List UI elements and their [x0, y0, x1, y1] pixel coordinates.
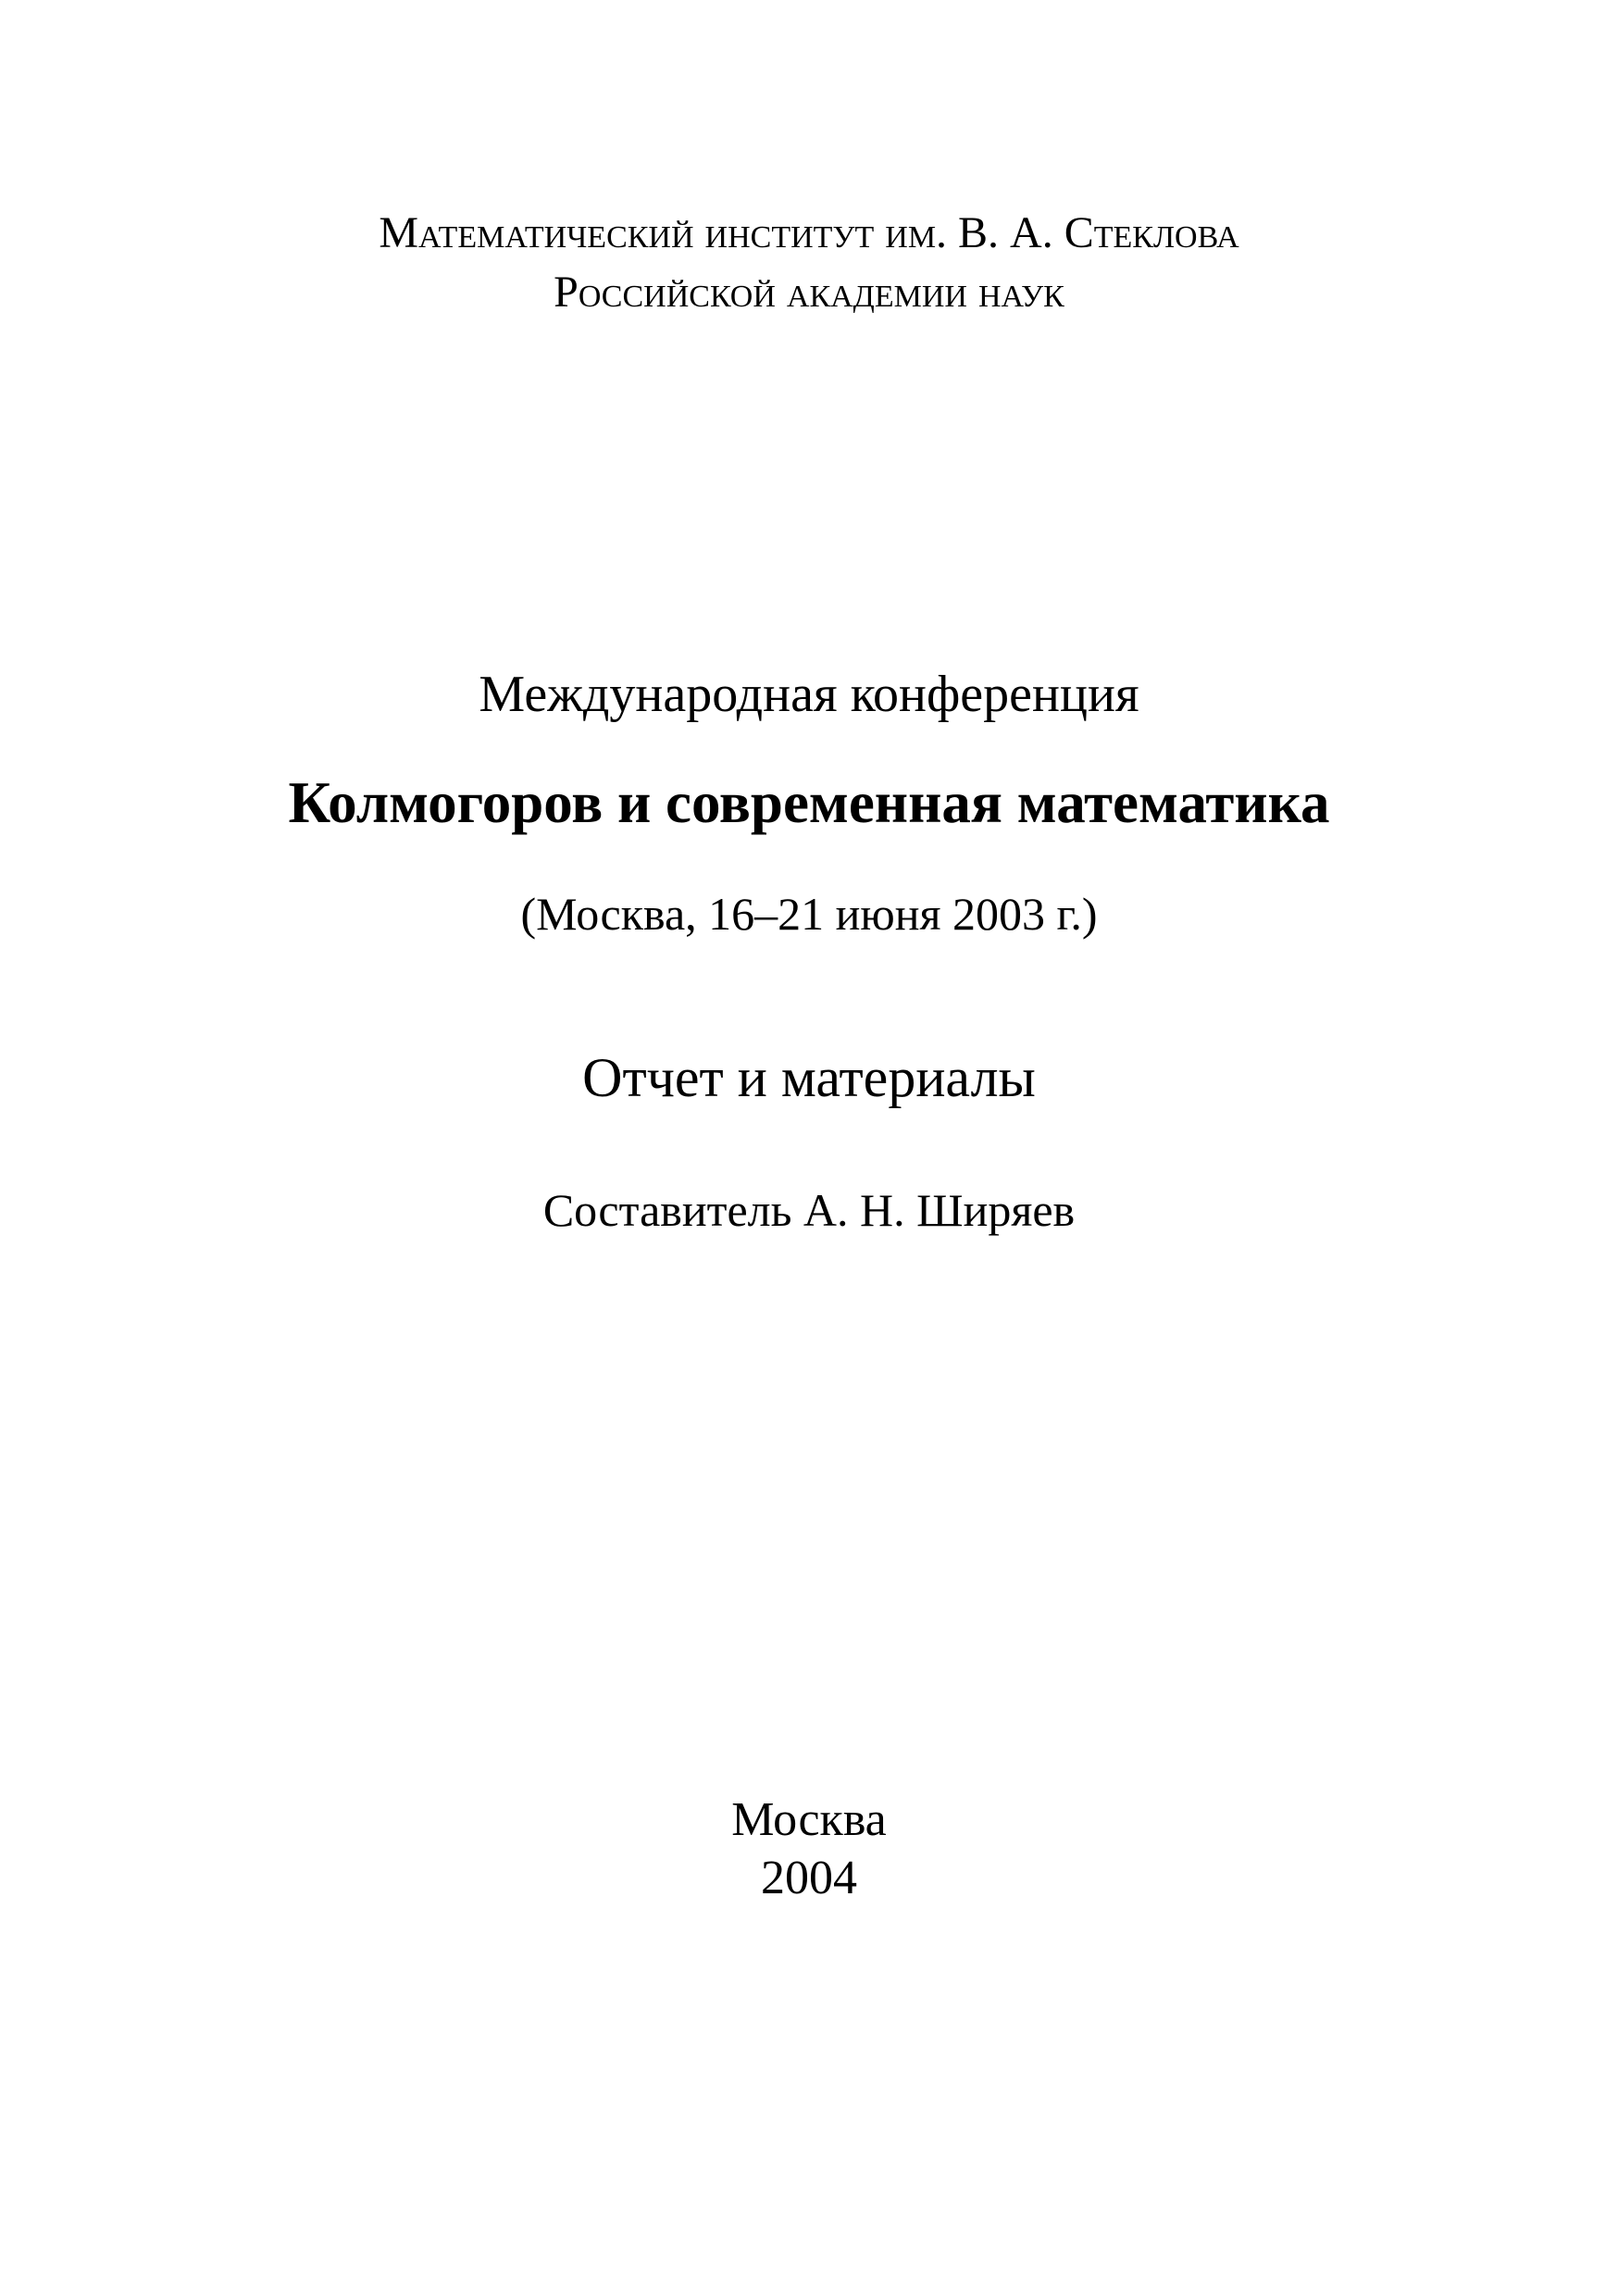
- compiler-credit: Составитель А. Н. Ширяев: [542, 1184, 1076, 1236]
- conference-type: Международная конференция: [479, 666, 1139, 723]
- institute-name: Математический институт им. В. А. Стеклова: [379, 208, 1239, 257]
- publication-year: 2004: [761, 1852, 857, 1904]
- document-kind: Отчет и материалы: [582, 1047, 1036, 1108]
- academy-name: Российской академии наук: [554, 268, 1064, 317]
- publication-city: Москва: [731, 1793, 887, 1846]
- conference-dates: (Москва, 16–21 июня 2003 г.): [520, 888, 1098, 940]
- conference-title: Колмогоров и современная математика: [288, 770, 1330, 835]
